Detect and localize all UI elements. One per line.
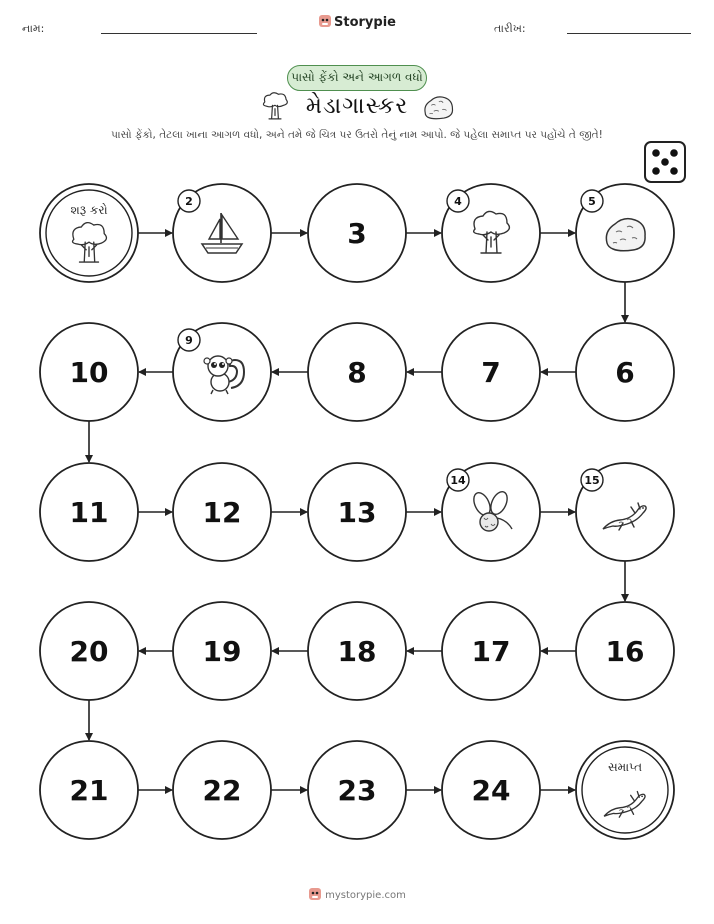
board-space [40,602,138,700]
space-number-badge [447,190,469,212]
board-space [173,463,271,561]
game-badge: પાસો ફેંકો અને આગળ વધો [287,65,427,91]
space-number-badge [178,190,200,212]
board-space [308,463,406,561]
space-circle [40,184,138,282]
space-number: 23 [337,774,377,807]
dice-pip [652,149,660,157]
space-badge-number: 9 [185,334,193,347]
board-space [308,602,406,700]
space-number: 21 [69,774,109,807]
board-space [576,323,674,421]
board-space [442,184,540,282]
space-badge-number: 5 [588,195,596,208]
dice-pip [670,149,678,157]
board-space [40,463,138,561]
space-badge-number: 15 [584,474,600,487]
space-number: 18 [337,635,377,668]
board-space [40,741,138,839]
dice-pip [670,167,678,175]
board-space [576,184,674,282]
footer [0,887,714,901]
board-space [576,741,674,839]
space-number: 17 [471,635,511,668]
space-number: 20 [69,635,109,668]
board-space [308,323,406,421]
board-space [40,323,138,421]
board-space [576,602,674,700]
space-badge-number: 4 [454,195,462,208]
name-label: નામ: [22,22,45,35]
space-number: 3 [347,217,367,250]
space-number: 16 [605,635,645,668]
board-space [442,323,540,421]
space-number: 12 [202,496,242,529]
space-number: 19 [202,635,242,668]
space-number: 7 [481,356,501,389]
space-number: 22 [202,774,242,807]
dice-pip [652,167,660,175]
board-space [173,323,271,421]
space-label: શરૂ કરો [70,203,108,217]
space-number-badge [581,190,603,212]
space-number: 8 [347,356,367,389]
instructions: પાસો ફેંકો, તેટલા ખાના આગળ વધો, અને તમે જે ચિત્ર પર ઉતરો તેનું નામ આપો. જે પહેલા સમાપ્ત પર પહોંચે તે જીતે! [111,129,603,141]
board-space [173,602,271,700]
board-space [442,602,540,700]
space-number-badge [581,469,603,491]
footer-site: mystorypie.com [325,890,406,901]
board-space [442,741,540,839]
date-label: તારીખ: [494,22,526,35]
dice-pip [661,158,669,166]
board-space [442,463,540,561]
brand-name: Storypie [334,15,396,30]
board-space [173,741,271,839]
space-number: 13 [337,496,377,529]
board-space [308,184,406,282]
board-space [576,463,674,561]
storypie-mascot-icon [308,887,322,901]
dice-icon [645,142,685,182]
space-number: 24 [471,774,511,807]
space-circle [576,741,674,839]
space-number: 11 [69,496,109,529]
board-space [173,184,271,282]
board-space [308,741,406,839]
space-number-badge [178,329,200,351]
space-number: 10 [69,356,109,389]
space-label: સમાપ્ત [607,760,643,774]
space-number: 6 [615,356,635,389]
page-title: મેડાગાસ્કર [305,93,409,119]
space-badge-number: 2 [185,195,193,208]
space-number-badge [447,469,469,491]
space-badge-number: 14 [450,474,466,487]
board-space [40,184,138,282]
